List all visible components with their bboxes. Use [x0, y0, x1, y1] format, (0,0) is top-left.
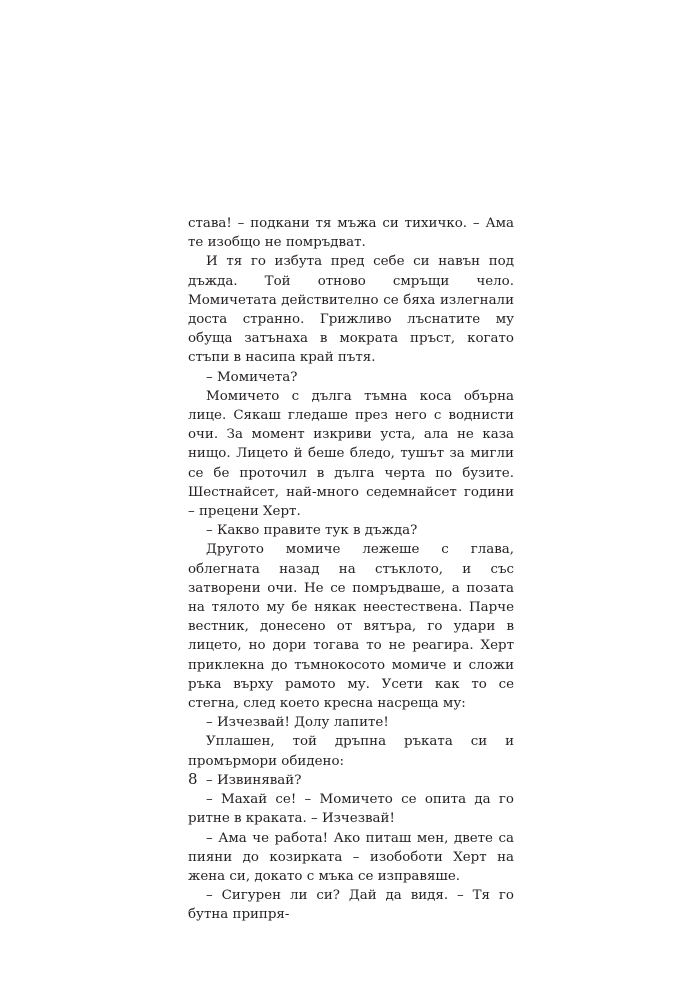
paragraph-5: – Какво правите тук в дъжда?: [206, 523, 418, 539]
paragraph-10: – Махай се! – Момичето се опита да го ритне в краката. – Изчезвай!: [188, 792, 514, 827]
body-text: [188, 214, 514, 925]
paragraph-8: Уплашен, той дръпна ръката си и промърмори обидено:: [188, 734, 514, 769]
paragraph-9: – Извинявай?: [206, 772, 302, 788]
paragraph-6: Другото момиче лежеше с глава, облегната назад на стъклото, и със затворени очи. Не се помръдваше, а позата на тялото му бе някак неестествена. Парче вестник, донесено от вятъра, го удари в лицето, но дори тогава то не реагира. Херт приклекна до тъмнокосото момиче и сложи ръка върху рамото му. Усети как то се стегна, след което кресна насреща му:: [188, 542, 514, 712]
paragraph-4: Момичето с дълга тъмна коса обърна лице. Сякаш гледаше през него с воднисти очи. За момент изкриви уста, ала не каза нищо. Лицето й беше бледо, тушът за мигли се бе проточил в дълга черта по бузите. Шестнайсет, най-много седемнайсет години – прецени Херт.: [188, 388, 514, 520]
paragraph-11: – Ама че работа! Ако питаш мен, двете са пияни до козирката – изобоботи Херт на жена си, докато с мъка се изправяше.: [188, 830, 514, 884]
paragraph-7: – Изчезвай! Долу лапите!: [206, 715, 389, 731]
page-number: 8: [188, 770, 198, 788]
paragraph-1: става! – подкани тя мъжа си тихичко. – Ама те изобщо не помръдват.: [188, 216, 514, 251]
paragraph-3: – Момичета?: [206, 369, 298, 385]
paragraph-2: И тя го избута пред себе си навън под дъжда. Той отново смръщи чело. Момичетата действително се бяха излегнали доста странно. Грижливо лъснатите му обуща затънаха в мократа пръст, когато стъпи в насипа край пътя.: [188, 254, 514, 366]
paragraph-12: – Сигурен ли си? Дай да видя. – Тя го бутна припря-: [188, 888, 514, 923]
